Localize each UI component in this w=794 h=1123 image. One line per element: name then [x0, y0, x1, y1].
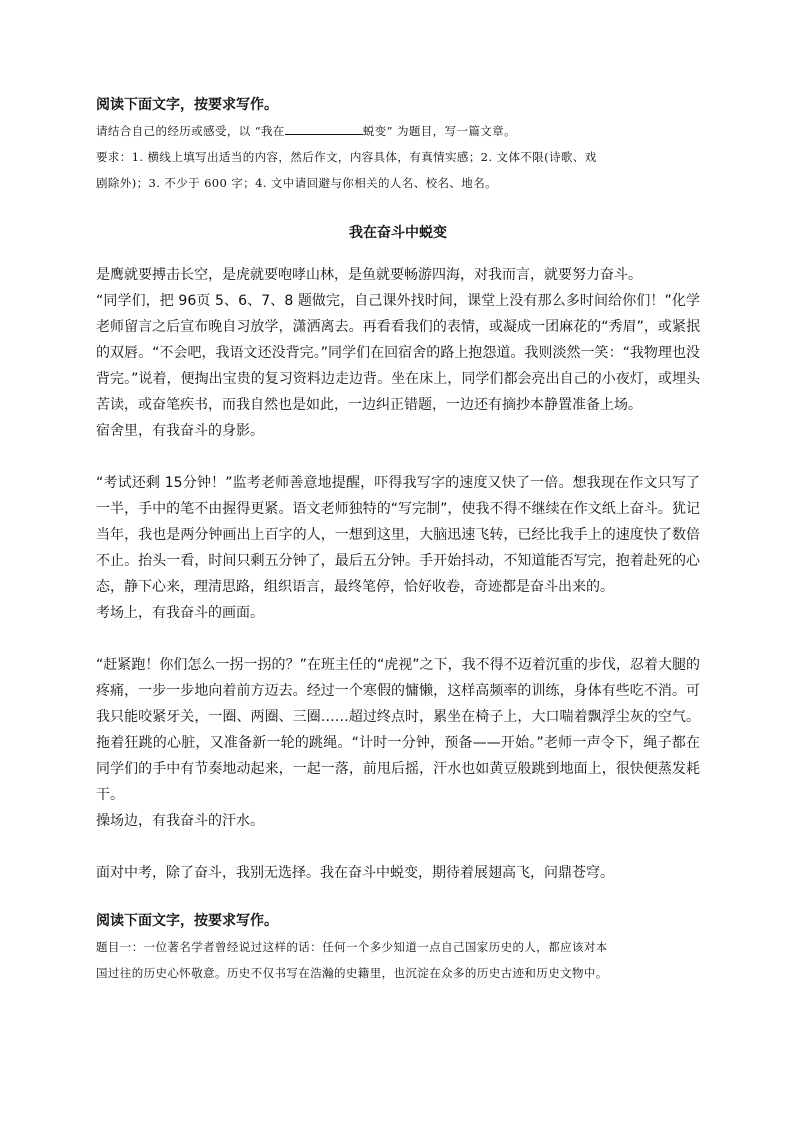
fill-in-blank-line	[285, 123, 363, 135]
paragraph-gap	[96, 626, 700, 652]
paragraph-gap	[96, 834, 700, 860]
essay-title: 我在奋斗中蜕变	[349, 225, 447, 241]
task1-prompt-after: 蜕变” 为题目，写一篇文章。	[362, 124, 516, 138]
task1-requirements-line2: 剧除外)；3. 不少于 600 字；4. 文中请回避与你相关的人名、校名、地名。	[96, 176, 497, 190]
paragraph-gap	[96, 444, 700, 470]
task2-line1: 题目一：一位著名学者曾经说过这样的话：任何一个多少知道一点自己国家历史的人，都应该对本	[96, 940, 608, 954]
essay-paragraph-2: “同学们，把 96页 5、6、7、8 题做完，自己课外找时间，课堂上没有那么多时间给你们！”化学老师留言之后宣布晚自习放学，潇洒离去。再看看我们的表情，或凝成一团麻花的“秀眉”，或紧抿的双唇。“不会吧，我语文还没背完。”同学们在回宿舍的路上抱怨道。我则淡然一笑：“我物理也没背完。”说着，便掏出宝贵的复习资料边走边背。坐在床上，同学们都会亮出自己的小夜灯，或埋头苦读，或奋笔疾书，而我自然也是如此，一边纠正错题，一边还有摘抄本静置准备上场。	[96, 293, 700, 413]
essay-paragraph-5: 考场上，有我奋斗的画面。	[96, 605, 264, 621]
task1-heading: 阅读下面文字，按要求写作。	[96, 97, 278, 113]
task2-heading: 阅读下面文字，按要求写作。	[96, 913, 278, 929]
essay-paragraph-1: 是鹰就要搏击长空，是虎就要咆哮山林，是鱼就要畅游四海，对我而言，就要努力奋斗。	[96, 267, 642, 283]
essay-paragraph-7: 操场边，有我奋斗的汗水。	[96, 813, 264, 829]
task1-requirements-line1: 要求：1. 横线上填写出适当的内容，然后作文，内容具体，有真情实感；2. 文体不限(诗歌、戏	[96, 150, 597, 164]
task1-prompt	[96, 118, 700, 144]
task1-prompt-before: 请结合自己的经历或感受，以 “我在	[96, 124, 285, 138]
document-content	[96, 96, 700, 986]
essay-paragraph-4: “考试还剩 15分钟！”监考老师善意地提醒，吓得我写字的速度又快了一倍。想我现在作文只写了一半，手中的笔不由握得更紧。语文老师独特的“写完制”，使我不得不继续在作文纸上奋斗。犹记当年，我也是两分钟画出上百字的人，一想到这里，大脑迅速飞转，已经比我手上的速度快了数倍不止。抬头一看，时间只剩五分钟了，最后五分钟。手开始抖动，不知道能否写完，抱着赴死的心态，静下心来，理清思路，组织语言，最终笔停，恰好收卷，奇迹都是奋斗出来的。	[96, 475, 700, 595]
paragraph-gap	[96, 886, 700, 912]
essay-paragraph-6: “赶紧跑！你们怎么一拐一拐的？”在班主任的“虎视”之下，我不得不迈着沉重的步伐，忍着大腿的疼痛，一步一步地向着前方迈去。经过一个寒假的慵懒，这样高频率的训练，身体有些吃不消。可我只能咬紧牙关，一圈、两圈、三圈……超过终点时，累坐在椅子上，大口喘着飘浮尘灰的空气。拖着狂跳的心脏，又准备新一轮的跳绳。“计时一分钟，预备——开始。”老师一声令下，绳子都在同学们的手中有节奏地动起来，一起一落，前甩后摇，汗水也如黄豆般跳到地面上，很快便蒸发耗干。	[96, 657, 700, 803]
essay-paragraph-3: 宿舍里，有我奋斗的身影。	[96, 423, 264, 439]
essay-paragraph-8: 面对中考，除了奋斗，我别无选择。我在奋斗中蜕变，期待着展翅高飞，问鼎苍穹。	[96, 865, 614, 881]
task2-line2: 国过往的历史心怀敬意。历史不仅书写在浩瀚的史籍里，也沉淀在众多的历史古迹和历史文物中。	[96, 966, 608, 980]
